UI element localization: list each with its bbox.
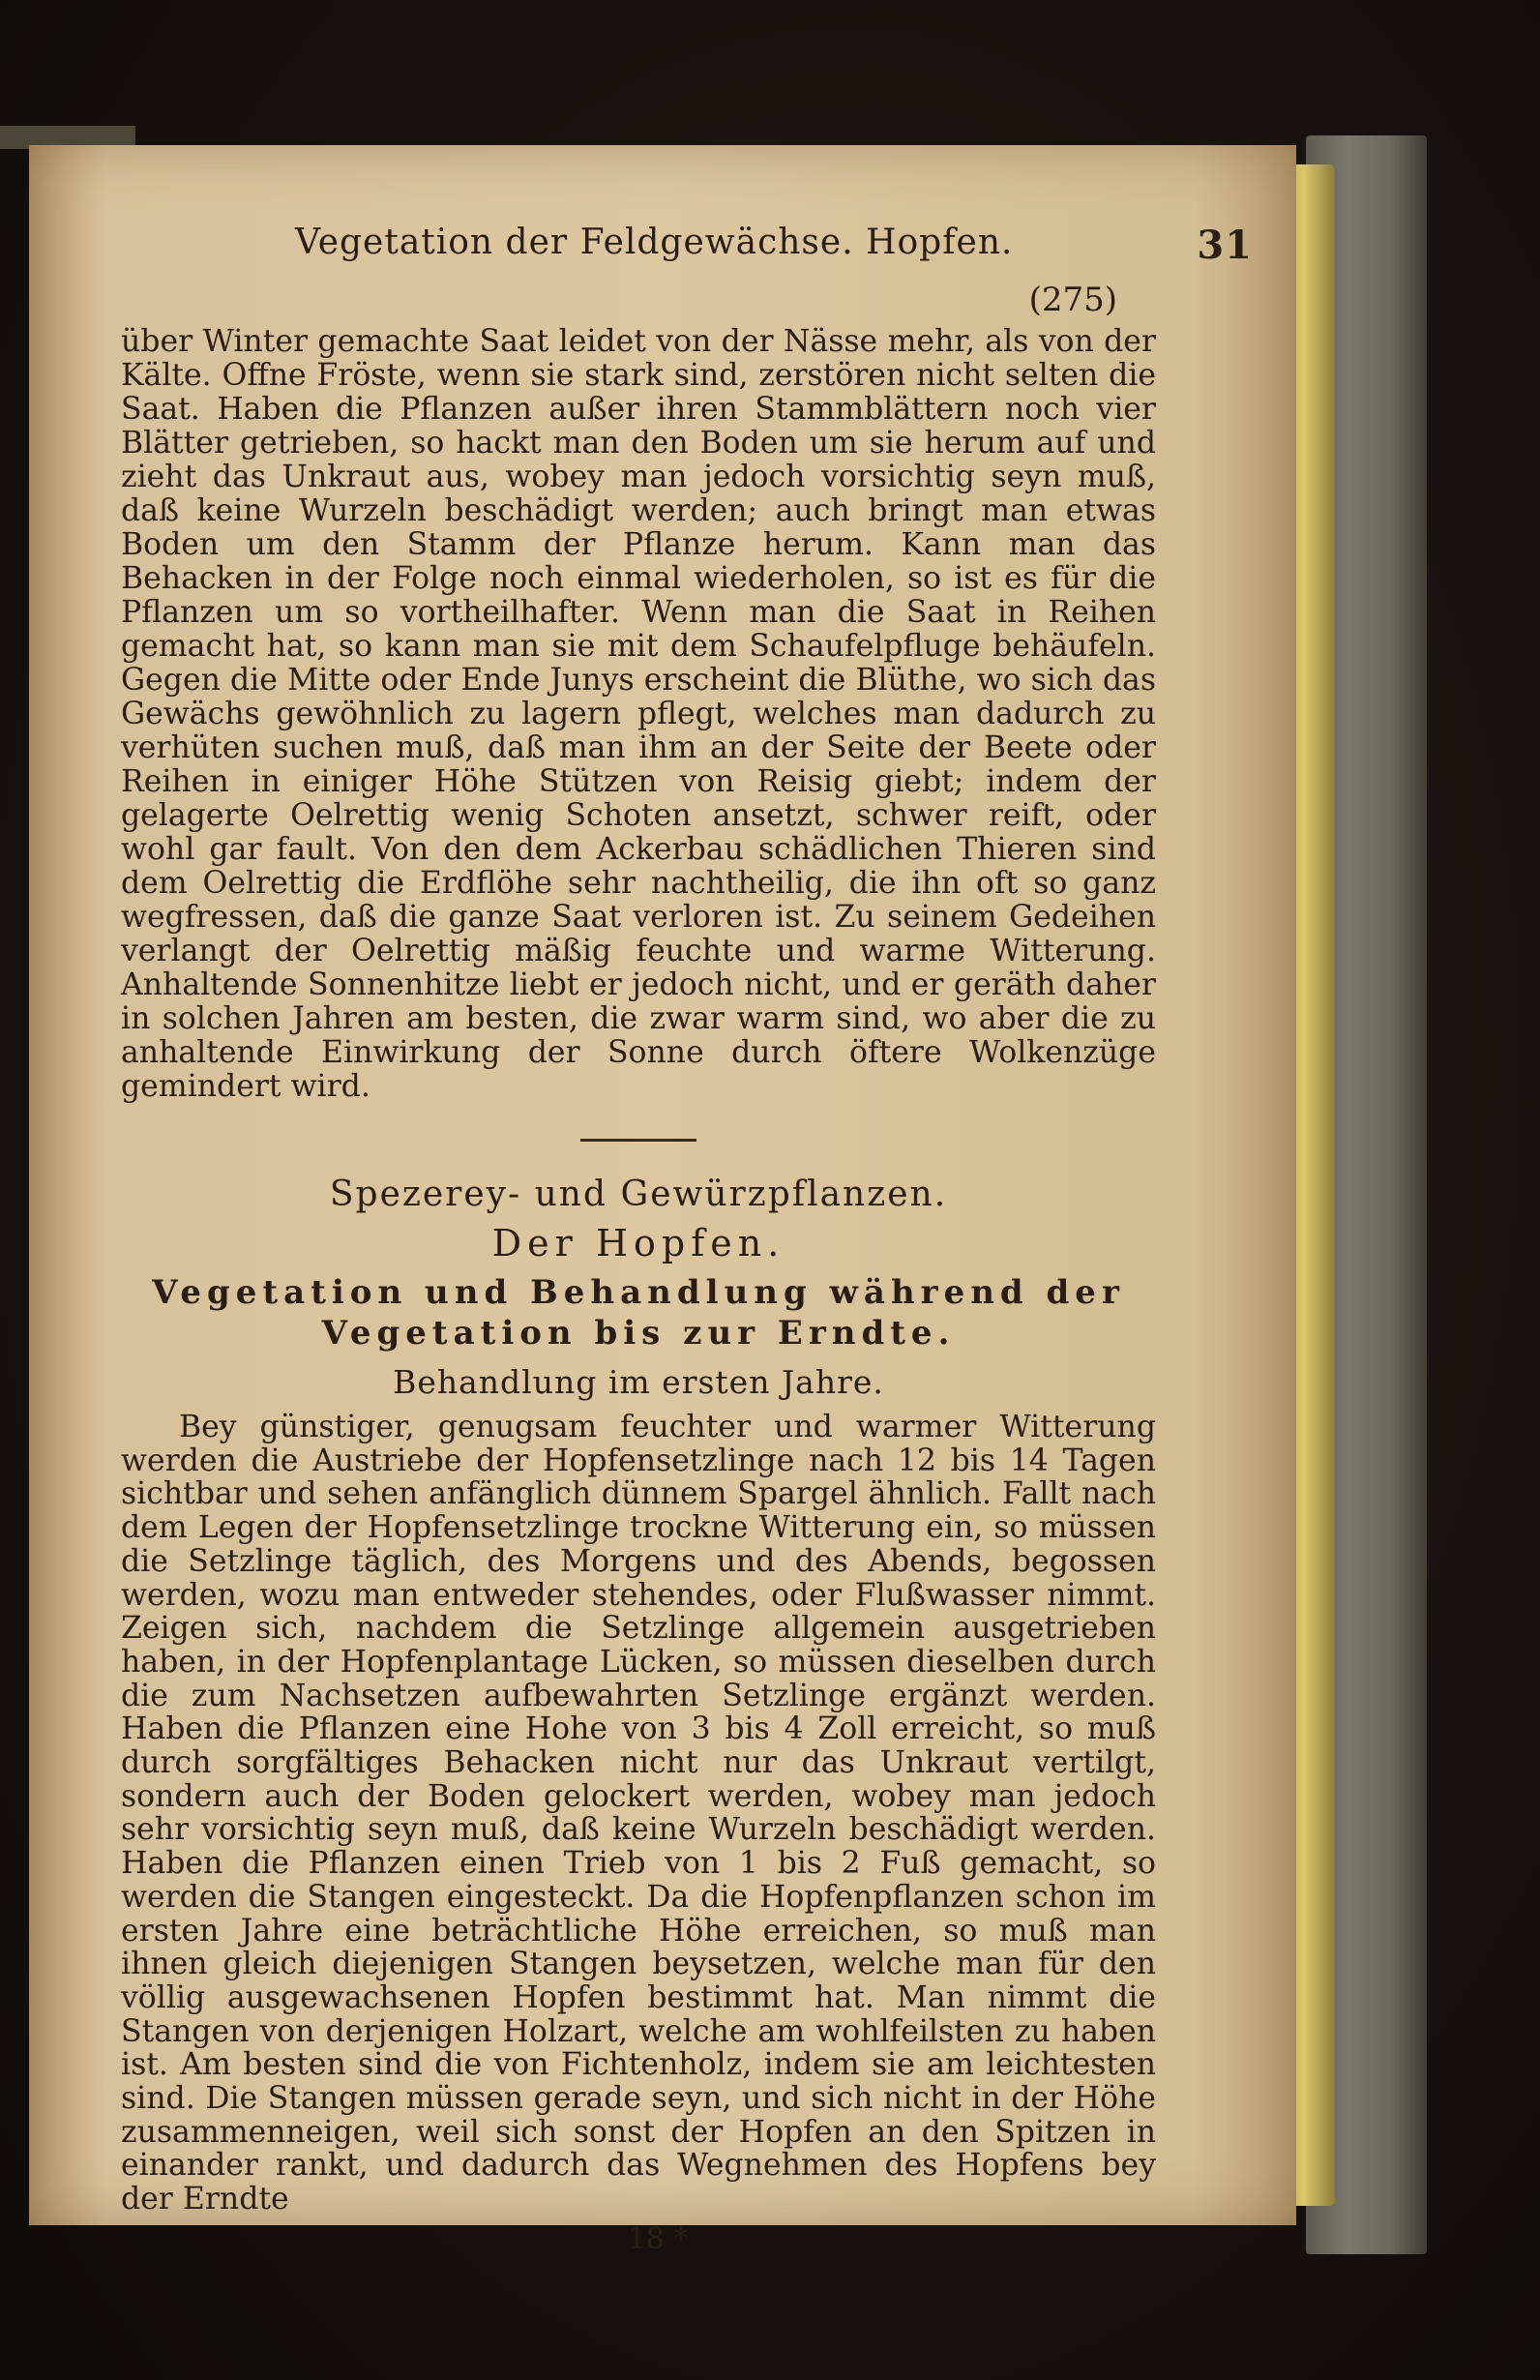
chapter-heading: Vegetation und Behandlung während der Vegetation bis zur Erndte. [152,1273,1125,1353]
page-number: 31 [1197,223,1253,268]
page-content [121,223,1253,2256]
body-paragraph-oelrettig: über Winter gemachte Saat leidet von der Nässe mehr, als von der Kälte. Offne Fröste, wenn sie stark sind, zerstören nicht selten die Saat. Haben die Pflanzen außer ihren Stammblättern noch vier Blätter getrieben, so hackt man den Boden um sie herum auf und zieht das Unkraut aus, wobey man jedoch vorsichtig seyn muß, daß keine Wurzeln beschädigt werden; auch bringt man etwas Boden um den Stamm der Pflanze herum. Kann man das Behacken in der Folge noch einmal wiederholen, so ist es für die Pflanzen um so vortheilhafter. Wenn man die Saat in Reihen gemacht hat, so kann man sie mit dem Schaufelpfluge behäufeln. Gegen die Mitte oder Ende Junys erscheint die Blüthe, wo sich das Gewächs gewöhnlich zu lagern pflegt, welches man dadurch zu verhüten suchen muß, daß man ihm an der Seite der Beete oder Reihen in einiger Höhe Stützen von Reisig giebt; indem der gelagerte Oelrettig wenig Schoten ansetzt, schwer reift, oder wohl gar fault. Von den dem Ackerbau schädlichen Thieren sind dem Oelrettig die Erdflöhe sehr nachtheilig, die ihn oft so ganz wegfressen, daß die ganze Saat verloren ist. Zu seinem Gedeihen verlangt der Oelrettig mäßig feuchte und warme Witterung. Anhaltende Sonnenhitze liebt er jedoch nicht, und er geräth daher in solchen Jahren am besten, die zwar warm sind, wo aber die zu anhaltende Einwirkung der Sonne durch öftere Wolkenzüge gemindert wird. [121,324,1156,1104]
body-paragraph-hopfen: Bey günstiger, genugsam feuchter und warmer Witterung werden die Austriebe der Hopfensetzlinge nach 12 bis 14 Tagen sichtbar und sehen anfänglich dünnem Spargel ähnlich. Fallt nach dem Legen der Hopfensetzlinge trockne Witterung ein, so müssen die Setzlinge täglich, des Morgens und des Abends, begossen werden, wozu man entweder stehendes, oder Flußwasser nimmt. Zeigen sich, nachdem die Setzlinge allgemein ausgetrieben haben, in der Hopfenplantage Lücken, so müssen dieselben durch die zum Nachsetzen aufbewahrten Setzlinge ergänzt werden. Haben die Pflanzen eine Hohe von 3 bis 4 Zoll erreicht, so muß durch sorgfältiges Behacken nicht nur das Unkraut vertilgt, sondern auch der Boden gelockert werden, wobey man jedoch sehr vorsichtig seyn muß, daß keine Wurzeln beschädigt werden. Haben die Pflanzen einen Trieb von 1 bis 2 Fuß gemacht, so werden die Stangen eingesteckt. Da die Hopfenpflanzen schon im ersten Jahre eine beträchtliche Höhe erreichen, so muß man ihnen gleich diejenigen Stangen beysetzen, welche man für den völlig ausgewachsenen Hopfen bestimmt hat. Man nimmt die Stangen von derjenigen Holzart, welche am wohlfeilsten zu haben ist. Am besten sind die von Fichtenholz, indem sie am leichtesten sind. Die Stangen müssen gerade seyn, und sich nicht in der Höhe zusammenneigen, weil sich sonst der Hopfen an den Spitzen in einander rankt, und dadurch das Wegnehmen des Hopfens bey der Erndte [121,1410,1156,2217]
signature-mark: 18 * [627,2221,689,2256]
section-divider [580,1139,696,1142]
running-header [121,223,1253,281]
sequence-number: (275) [1028,281,1117,319]
running-title: Vegetation der Feldgewächse. Hopfen. [295,223,1014,262]
book-page [29,145,1296,2256]
subject-heading: Der Hopfen. [491,1222,785,1264]
subsection-heading: Behandlung im ersten Jahre. [393,1363,884,1401]
section-heading: Spezerey- und Gewürzpflanzen. [329,1175,948,1214]
